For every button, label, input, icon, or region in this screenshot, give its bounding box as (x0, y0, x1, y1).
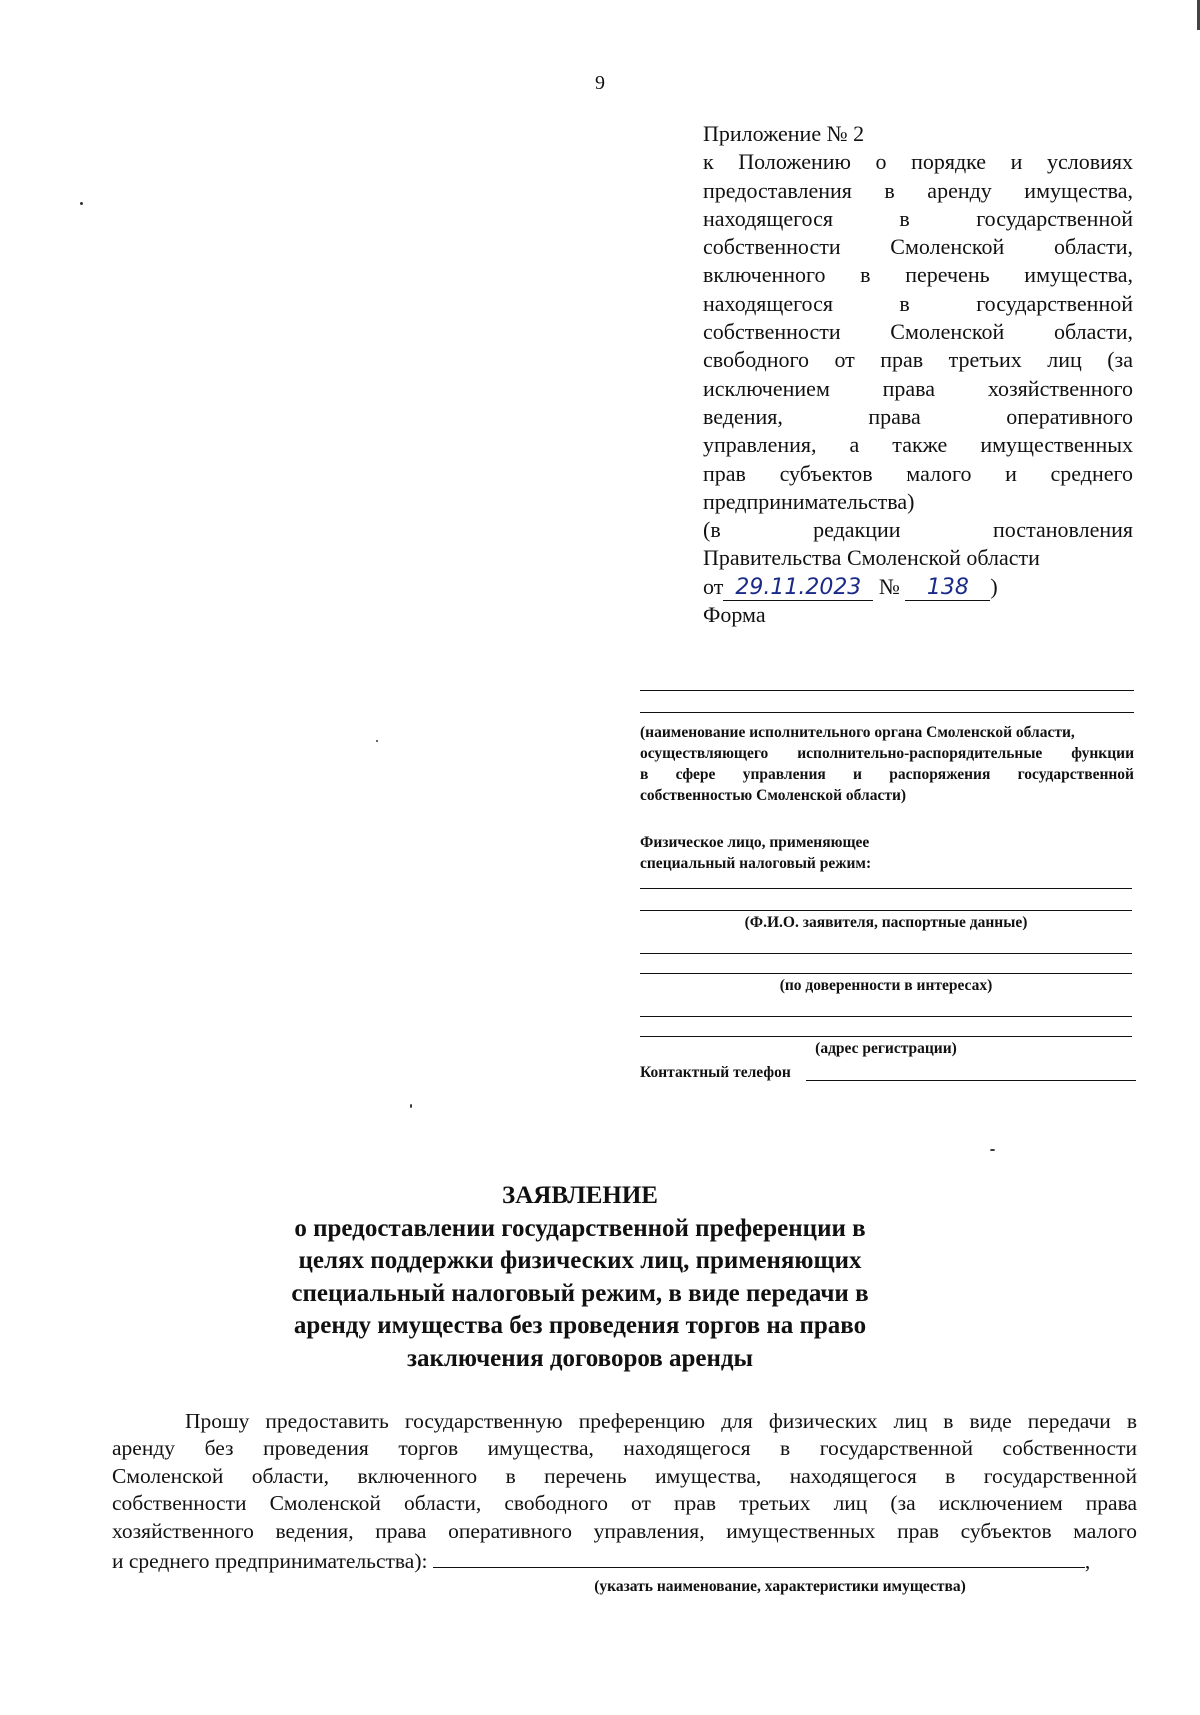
proxy-caption: (по доверенности в интересах) (779, 977, 993, 994)
recipient-caption (640, 722, 1134, 806)
scan-speck (990, 1149, 995, 1151)
statement-subtitle-line: о предоставлении государственной преференции в (294, 1214, 866, 1242)
caption-line: в сфере управления и распоряжения государственной (640, 766, 1134, 783)
phone-line (806, 1080, 1136, 1081)
applicant-label (640, 832, 871, 874)
statement-subtitle-line: заключения договоров аренды (406, 1344, 754, 1372)
decree-date-line (703, 573, 1133, 601)
statement-subtitle-line: целях поддержки физических лиц, применяющих (298, 1247, 862, 1274)
appendix-line: исключением права хозяйственного (703, 375, 1133, 401)
statement-heading: ЗАЯВЛЕНИЕ (502, 1182, 658, 1209)
handwritten-date: 29.11.2023 (723, 576, 873, 601)
appendix-line: прав субъектов малого и среднего (703, 460, 1133, 486)
statement-subtitle-line: специальный налоговый режим, в виде передачи в (291, 1279, 869, 1307)
appendix-line: собственности Смоленской области, (703, 234, 1133, 260)
property-caption: (указать наименование, характеристики имущества) (594, 1578, 966, 1595)
statement-body (112, 1408, 1137, 1575)
body-line: хозяйственного ведения, права оперативного управления, имущественных прав субъектов малого (112, 1518, 1137, 1543)
proxy-line (640, 973, 1132, 974)
scan-speck (80, 202, 83, 205)
trailing-comma: , (1084, 1549, 1091, 1574)
scan-speck (410, 1104, 412, 1108)
caption-line: собственностью Смоленской области) (640, 787, 907, 804)
applicant-name-line (640, 910, 1132, 911)
appendix-block (703, 120, 1133, 629)
from-prefix: от (703, 573, 724, 599)
caption-line: осуществляющего исполнительно-распорядительные функции (640, 745, 1134, 762)
appendix-title: Приложение № 2 (703, 121, 865, 146)
appendix-line: управления, а также имущественных (703, 432, 1133, 458)
applicant-name-line (640, 888, 1132, 889)
body-line: Прошу предоставить государственную преференцию для физических лиц в виде передачи в (185, 1409, 1137, 1433)
appendix-last-line: предпринимательства) (703, 488, 915, 514)
caption-line: (наименование исполнительного органа Смоленской области, (640, 724, 1075, 741)
property-field[interactable] (433, 1545, 1085, 1568)
body-last-text: и среднего предпринимательства): (112, 1549, 428, 1574)
edition-line: (в редакции постановления (703, 517, 1133, 543)
appendix-line: предоставления в аренду имущества, (703, 177, 1133, 203)
phone-label: Контактный телефон (640, 1064, 791, 1081)
handwritten-number: 138 (905, 576, 990, 601)
appendix-line: включенного в перечень имущества, (703, 262, 1133, 288)
address-caption: (адрес регистрации) (815, 1040, 957, 1057)
appendix-line: находящегося в государственной (703, 290, 1133, 316)
address-line (640, 1016, 1132, 1017)
proxy-line (640, 953, 1132, 954)
edition-line: Правительства Смоленской области (703, 545, 1040, 571)
close-paren: ) (990, 573, 998, 599)
page-number: 9 (595, 72, 605, 94)
appendix-line: свободного от прав третьих лиц (за (703, 347, 1133, 373)
applicant-label-line: специальный налоговый режим: (640, 855, 872, 872)
appendix-line: находящегося в государственной (703, 205, 1133, 231)
body-line: собственности Смоленской области, свободного от прав третьих лиц (за исключением права (112, 1491, 1137, 1516)
body-line: Смоленской области, включенного в перечень имущества, находящегося в государственной (112, 1463, 1137, 1488)
form-label: Форма (703, 602, 766, 628)
address-line (640, 1036, 1132, 1037)
recipient-line (640, 690, 1134, 691)
statement-subtitle-line: аренду имущества без проведения торгов на право (293, 1312, 867, 1339)
appendix-line: к Положению о порядке и условиях (703, 149, 1133, 175)
applicant-label-line: Физическое лицо, применяющее (640, 834, 870, 851)
number-sign: № (878, 573, 900, 599)
statement-title-block (140, 1180, 1020, 1375)
body-line: аренду без проведения торгов имущества, находящегося в государственной собственности (112, 1436, 1137, 1461)
recipient-line (640, 712, 1134, 713)
name-caption: (Ф.И.О. заявителя, паспортные данные) (744, 914, 1028, 931)
body-last-line (112, 1545, 1137, 1575)
appendix-line: собственности Смоленской области, (703, 319, 1133, 345)
appendix-line: ведения, права оперативного (703, 403, 1133, 429)
scan-speck (376, 740, 378, 742)
